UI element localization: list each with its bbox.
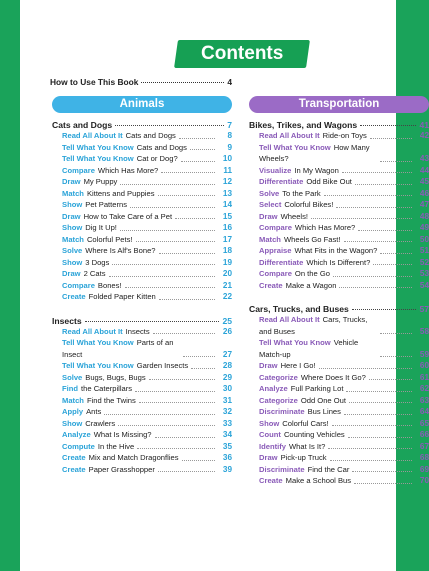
activity-title: Full Parking Lot xyxy=(290,384,344,393)
activity-title: Wheels! xyxy=(280,211,309,221)
section-gap xyxy=(52,303,232,309)
leader-dots xyxy=(380,253,412,254)
activity-title: Bones! xyxy=(97,280,122,290)
leader-dots xyxy=(175,218,215,219)
activity-title: On the Go xyxy=(294,269,330,278)
leader-dots xyxy=(120,230,215,231)
list-item[interactable] xyxy=(62,383,232,395)
activity-title: Crawlers xyxy=(85,418,116,428)
activity-keyword: Differentiate xyxy=(259,257,304,267)
leader-dots xyxy=(319,368,412,369)
activity-keyword: Solve xyxy=(259,188,280,198)
list-item[interactable] xyxy=(259,199,429,211)
activity-title: Wheels Go Fast! xyxy=(283,234,341,244)
list-item[interactable] xyxy=(259,245,429,257)
list-item[interactable] xyxy=(259,441,429,453)
item-page-number: 59 xyxy=(419,349,429,359)
leader-dots xyxy=(349,402,412,403)
item-page-number: 29 xyxy=(222,372,232,382)
how-to-page-number: 4 xyxy=(227,77,232,87)
item-page-number: 39 xyxy=(222,464,232,474)
list-item[interactable] xyxy=(259,176,429,188)
item-page-number: 54 xyxy=(419,280,429,290)
item-page-number: 45 xyxy=(419,177,429,186)
leader-dots xyxy=(155,437,215,438)
leader-dots xyxy=(137,448,215,449)
leader-dots xyxy=(118,425,215,426)
leader-dots xyxy=(332,425,412,426)
activity-keyword: Draw xyxy=(62,177,81,186)
item-page-number: 14 xyxy=(222,200,232,209)
activity-title: Dig It Up! xyxy=(85,223,117,232)
activity-keyword: Show xyxy=(62,223,83,232)
list-item[interactable] xyxy=(62,130,232,142)
activity-title: Counting Vehicles xyxy=(283,430,345,439)
activity-keyword: Tell What You Know xyxy=(62,338,134,347)
item-page-number: 20 xyxy=(222,269,232,278)
item-page-number: 62 xyxy=(419,384,429,393)
activity-keyword: Compare xyxy=(62,165,95,175)
list-item[interactable] xyxy=(62,234,232,246)
activity-keyword: Read All About It xyxy=(62,131,123,140)
list-item[interactable] xyxy=(62,452,232,464)
leader-dots xyxy=(85,321,220,322)
activity-title: Find the Twins xyxy=(86,395,136,405)
activity-title: Colorful Pets! xyxy=(86,234,133,244)
item-page-number: 11 xyxy=(223,165,232,175)
activity-keyword: Compute xyxy=(62,441,95,451)
item-page-number: 58 xyxy=(419,326,429,336)
activity-keyword: Analyze xyxy=(62,430,91,439)
animals-column xyxy=(52,96,232,475)
item-page-number: 32 xyxy=(222,407,232,416)
activity-keyword: Tell What You Know xyxy=(62,154,134,163)
leader-dots xyxy=(333,276,412,277)
item-page-number: 49 xyxy=(419,223,429,232)
activity-keyword: Create xyxy=(62,292,86,301)
section-title-text: Insects xyxy=(52,315,82,326)
leader-dots xyxy=(109,276,215,277)
leader-dots xyxy=(328,448,412,449)
activity-keyword: Differentiate xyxy=(259,177,304,186)
activity-title: Kittens and Puppies xyxy=(86,188,155,198)
activity-keyword: Compare xyxy=(259,223,292,232)
activity-keyword: Identify xyxy=(259,441,287,451)
activity-keyword: Apply xyxy=(62,407,84,416)
item-page-number: 9 xyxy=(227,142,232,152)
item-page-number: 51 xyxy=(419,246,429,255)
list-item[interactable] xyxy=(62,372,232,384)
leader-dots xyxy=(153,333,215,334)
activity-title: Here I Go! xyxy=(280,361,316,370)
list-item[interactable] xyxy=(62,176,232,188)
leader-dots xyxy=(330,460,412,461)
activity-keyword: Read All About It xyxy=(259,315,320,324)
transportation-column xyxy=(249,96,429,487)
activity-keyword: Show xyxy=(259,418,280,428)
list-item[interactable] xyxy=(62,142,232,154)
leader-dots xyxy=(355,184,412,185)
section-title-text: Bikes, Trikes, and Wagons xyxy=(249,120,358,130)
activity-keyword: Show xyxy=(62,257,83,267)
activity-keyword: Match xyxy=(62,234,84,244)
item-page-number: 30 xyxy=(222,384,232,393)
activity-keyword: Match xyxy=(259,234,281,244)
list-item[interactable] xyxy=(259,452,429,464)
list-item[interactable] xyxy=(259,395,429,407)
leader-dots xyxy=(159,253,215,254)
item-page-number: 31 xyxy=(222,395,232,405)
list-item[interactable] xyxy=(259,222,429,234)
leader-dots xyxy=(136,241,215,242)
item-page-number: 65 xyxy=(419,418,429,428)
leader-dots xyxy=(130,207,215,208)
item-page-number: 17 xyxy=(222,234,232,244)
section-title[interactable] xyxy=(249,120,429,130)
list-item[interactable] xyxy=(259,372,429,384)
leader-dots xyxy=(311,218,412,219)
item-page-number: 46 xyxy=(419,188,429,198)
leader-dots xyxy=(149,379,215,380)
leader-dots xyxy=(104,414,215,415)
page-title-text: Contents xyxy=(200,43,284,64)
list-item[interactable] xyxy=(62,395,232,407)
activity-keyword: Categorize xyxy=(259,372,298,382)
activity-title: 2 Cats xyxy=(83,269,106,278)
item-page-number: 36 xyxy=(222,453,232,462)
activity-title: Cars, Trucks, and Buses xyxy=(259,315,368,336)
list-item[interactable] xyxy=(259,337,429,360)
leader-dots xyxy=(380,333,412,334)
list-item[interactable] xyxy=(62,464,232,476)
list-item[interactable] xyxy=(259,383,429,395)
activity-keyword: Create xyxy=(259,476,283,485)
item-page-number: 43 xyxy=(419,154,429,163)
item-page-number: 35 xyxy=(222,441,232,451)
leader-dots xyxy=(159,299,215,300)
item-page-number: 53 xyxy=(419,269,429,278)
activity-title: Which Is Different? xyxy=(306,257,371,267)
item-page-number: 64 xyxy=(419,407,429,416)
activity-title: Make a School Bus xyxy=(285,476,352,485)
list-item[interactable] xyxy=(259,314,429,337)
activity-keyword: Tell What You Know xyxy=(259,142,331,152)
item-page-number: 27 xyxy=(222,349,232,359)
page-title xyxy=(174,40,310,68)
item-page-number: 19 xyxy=(222,257,232,267)
activity-keyword: Draw xyxy=(259,361,278,370)
item-page-number: 13 xyxy=(222,188,232,198)
list-item[interactable] xyxy=(259,280,429,292)
item-page-number: 69 xyxy=(419,464,429,474)
list-item[interactable] xyxy=(62,222,232,234)
leader-dots xyxy=(336,207,412,208)
leader-dots xyxy=(183,356,215,357)
activity-title: Parts of an Insect xyxy=(62,338,174,359)
how-to-entry[interactable] xyxy=(50,77,232,87)
leader-dots xyxy=(352,471,412,472)
activity-title: What Is It? xyxy=(289,441,326,451)
activity-keyword: Discriminate xyxy=(259,407,305,416)
section-gap xyxy=(249,291,429,297)
leader-dots xyxy=(112,264,215,265)
leader-dots xyxy=(179,138,215,139)
activity-title: Colorful Cars! xyxy=(282,418,329,428)
item-page-number: 68 xyxy=(419,453,429,462)
activity-keyword: Categorize xyxy=(259,395,298,405)
leader-dots xyxy=(370,138,412,139)
leader-dots xyxy=(182,460,215,461)
activity-keyword: Solve xyxy=(62,246,83,255)
list-item[interactable] xyxy=(62,337,232,360)
leader-dots xyxy=(352,309,417,310)
activity-title: Colorful Bikes! xyxy=(284,200,334,209)
item-page-number: 70 xyxy=(419,476,429,485)
activity-title: Find the Car xyxy=(307,464,350,474)
section-title-text: Cars, Trucks, and Buses xyxy=(249,304,349,314)
leader-dots xyxy=(354,483,412,484)
list-item[interactable] xyxy=(62,268,232,280)
activity-keyword: Read All About It xyxy=(259,131,320,140)
leader-dots xyxy=(346,391,412,392)
section-page-number: 25 xyxy=(222,315,232,326)
activity-keyword: Count xyxy=(259,430,281,439)
activity-keyword: Match xyxy=(62,395,84,405)
activity-keyword: Draw xyxy=(62,211,81,221)
leader-dots xyxy=(380,356,412,357)
activity-title: What Fits in the Wagon? xyxy=(294,246,378,255)
activity-keyword: Tell What You Know xyxy=(62,142,134,152)
section-page-number: 57 xyxy=(419,304,429,314)
item-page-number: 12 xyxy=(222,177,232,186)
activity-keyword: Show xyxy=(62,200,83,209)
activity-keyword: Analyze xyxy=(259,384,288,393)
section-title[interactable] xyxy=(249,304,429,314)
list-item[interactable] xyxy=(259,464,429,476)
activity-title: Odd Bike Out xyxy=(306,177,352,186)
list-item[interactable] xyxy=(259,360,429,372)
leader-dots xyxy=(344,241,412,242)
item-page-number: 67 xyxy=(419,441,429,451)
leader-dots xyxy=(135,391,215,392)
activity-title: Pet Patterns xyxy=(85,200,128,209)
list-item[interactable] xyxy=(259,257,429,269)
leader-dots xyxy=(139,402,215,403)
activity-keyword: Tell What You Know xyxy=(259,338,331,347)
list-item[interactable] xyxy=(62,429,232,441)
activity-title: How to Take Care of a Pet xyxy=(83,211,173,221)
activity-title: In the Hive xyxy=(97,441,135,451)
list-item[interactable] xyxy=(62,245,232,257)
activity-title: Cats and Dogs xyxy=(136,142,187,152)
leader-dots xyxy=(115,125,224,126)
leader-dots xyxy=(358,230,412,231)
activity-keyword: Create xyxy=(62,453,86,462)
leader-dots xyxy=(191,368,215,369)
list-item[interactable] xyxy=(259,142,429,165)
item-page-number: 15 xyxy=(222,211,232,221)
activity-title: Make a Wagon xyxy=(285,280,337,290)
list-item[interactable] xyxy=(62,199,232,211)
activity-title: Folded Paper Kitten xyxy=(88,292,156,301)
list-item[interactable] xyxy=(62,153,232,165)
activity-title: Garden Insects xyxy=(136,361,189,370)
item-page-number: 28 xyxy=(222,361,232,370)
activity-keyword: Discriminate xyxy=(259,464,305,474)
list-item[interactable] xyxy=(62,326,232,338)
list-item[interactable] xyxy=(62,360,232,372)
leader-dots xyxy=(344,414,412,415)
leader-dots xyxy=(339,287,412,288)
activity-keyword: Draw xyxy=(259,211,278,221)
contents-page xyxy=(20,0,429,571)
leader-dots xyxy=(342,172,412,173)
activity-title: Ride-on Toys xyxy=(322,131,367,140)
list-item[interactable] xyxy=(259,406,429,418)
leader-dots xyxy=(360,125,416,126)
activity-title: Cat or Dog? xyxy=(136,154,178,163)
item-page-number: 66 xyxy=(419,430,429,439)
list-item[interactable] xyxy=(62,211,232,223)
leader-dots xyxy=(369,379,412,380)
leader-dots xyxy=(190,149,215,150)
activity-title: In My Wagon xyxy=(294,165,339,175)
activity-title: Cats and Dogs xyxy=(125,131,176,140)
activity-keyword: Create xyxy=(259,280,283,290)
item-page-number: 50 xyxy=(419,234,429,244)
activity-title: My Puppy xyxy=(83,177,118,186)
activity-keyword: Create xyxy=(62,464,86,474)
section-page-number: 41 xyxy=(419,120,429,130)
leader-dots xyxy=(120,184,215,185)
list-item[interactable] xyxy=(62,257,232,269)
list-item[interactable] xyxy=(259,418,429,430)
list-item[interactable] xyxy=(62,188,232,200)
activity-keyword: Read All About It xyxy=(62,326,123,336)
leader-dots xyxy=(158,195,216,196)
activity-title: Which Has More? xyxy=(97,165,159,175)
activity-title: Ants xyxy=(86,407,102,416)
section-title[interactable] xyxy=(52,120,232,130)
list-item[interactable] xyxy=(62,165,232,177)
section-item-list xyxy=(62,130,232,303)
activity-title: 3 Dogs xyxy=(85,257,110,267)
leader-dots xyxy=(380,161,412,162)
list-item[interactable] xyxy=(62,418,232,430)
item-page-number: 21 xyxy=(222,280,232,290)
leader-dots xyxy=(141,82,224,83)
item-page-number: 16 xyxy=(222,223,232,232)
list-item[interactable] xyxy=(259,234,429,246)
activity-title: How Many Wheels? xyxy=(259,142,370,163)
item-page-number: 52 xyxy=(419,257,429,267)
activity-keyword: Tell What You Know xyxy=(62,361,134,370)
activity-keyword: Compare xyxy=(62,280,95,290)
leader-dots xyxy=(161,172,215,173)
item-page-number: 33 xyxy=(222,418,232,428)
list-item[interactable] xyxy=(62,441,232,453)
leader-dots xyxy=(158,471,215,472)
section-item-list xyxy=(259,130,429,291)
section-item-list xyxy=(62,326,232,476)
item-page-number: 22 xyxy=(222,292,232,301)
section-title-text: Cats and Dogs xyxy=(52,120,113,130)
activity-title: Bugs, Bugs, Bugs xyxy=(85,372,146,382)
activity-keyword: Appraise xyxy=(259,246,292,255)
how-to-label: How to Use This Book xyxy=(50,77,139,87)
activity-keyword: Visualize xyxy=(259,165,292,175)
activity-title: Odd One Out xyxy=(300,395,346,405)
activity-keyword: Compare xyxy=(259,269,292,278)
section-page-number: 7 xyxy=(227,120,232,130)
activity-title: Bus Lines xyxy=(307,407,341,416)
section-item-list xyxy=(259,314,429,487)
activity-title: What Is Missing? xyxy=(93,430,152,439)
activity-keyword: Find xyxy=(62,384,79,393)
activity-keyword: Match xyxy=(62,188,84,198)
list-item[interactable] xyxy=(259,211,429,223)
leader-dots xyxy=(181,161,215,162)
list-item[interactable] xyxy=(259,475,429,487)
item-page-number: 42 xyxy=(419,131,429,140)
section-title[interactable] xyxy=(52,316,232,326)
leader-dots xyxy=(373,264,412,265)
activity-keyword: Select xyxy=(259,200,282,209)
activity-keyword: Draw xyxy=(62,269,81,278)
transportation-header: Transportation xyxy=(249,96,429,113)
activity-keyword: Show xyxy=(62,418,83,428)
list-item[interactable] xyxy=(62,291,232,303)
item-page-number: 48 xyxy=(419,211,429,221)
activity-title: Which Has More? xyxy=(294,223,356,232)
activity-keyword: Solve xyxy=(62,372,83,382)
activity-title: Insects xyxy=(125,326,150,336)
activity-title: To the Park xyxy=(282,188,321,198)
activity-title: Vehicle Match-up xyxy=(259,338,359,359)
activity-title: Pick-up Truck xyxy=(280,453,327,462)
item-page-number: 60 xyxy=(419,361,429,370)
item-page-number: 63 xyxy=(419,395,429,405)
activity-title: Mix and Match Dragonflies xyxy=(88,453,179,462)
animals-header: Animals xyxy=(52,96,232,113)
activity-title: Where Does It Go? xyxy=(300,372,366,382)
item-page-number: 34 xyxy=(222,430,232,439)
item-page-number: 61 xyxy=(419,372,429,382)
item-page-number: 47 xyxy=(419,200,429,209)
item-page-number: 18 xyxy=(222,246,232,255)
list-item[interactable] xyxy=(259,429,429,441)
item-page-number: 26 xyxy=(222,326,232,336)
list-item[interactable] xyxy=(259,165,429,177)
activity-keyword: Draw xyxy=(259,453,278,462)
list-item[interactable] xyxy=(259,268,429,280)
list-item[interactable] xyxy=(259,130,429,142)
list-item[interactable] xyxy=(62,280,232,292)
leader-dots xyxy=(125,287,215,288)
list-item[interactable] xyxy=(259,188,429,200)
activity-title: Where Is Alf's Bone? xyxy=(85,246,156,255)
activity-title: the Caterpillars xyxy=(81,384,133,393)
item-page-number: 8 xyxy=(227,131,232,140)
activity-title: Paper Grasshopper xyxy=(88,464,155,474)
list-item[interactable] xyxy=(62,406,232,418)
leader-dots xyxy=(324,195,412,196)
item-page-number: 10 xyxy=(222,154,232,163)
item-page-number: 44 xyxy=(419,165,429,175)
leader-dots xyxy=(348,437,412,438)
